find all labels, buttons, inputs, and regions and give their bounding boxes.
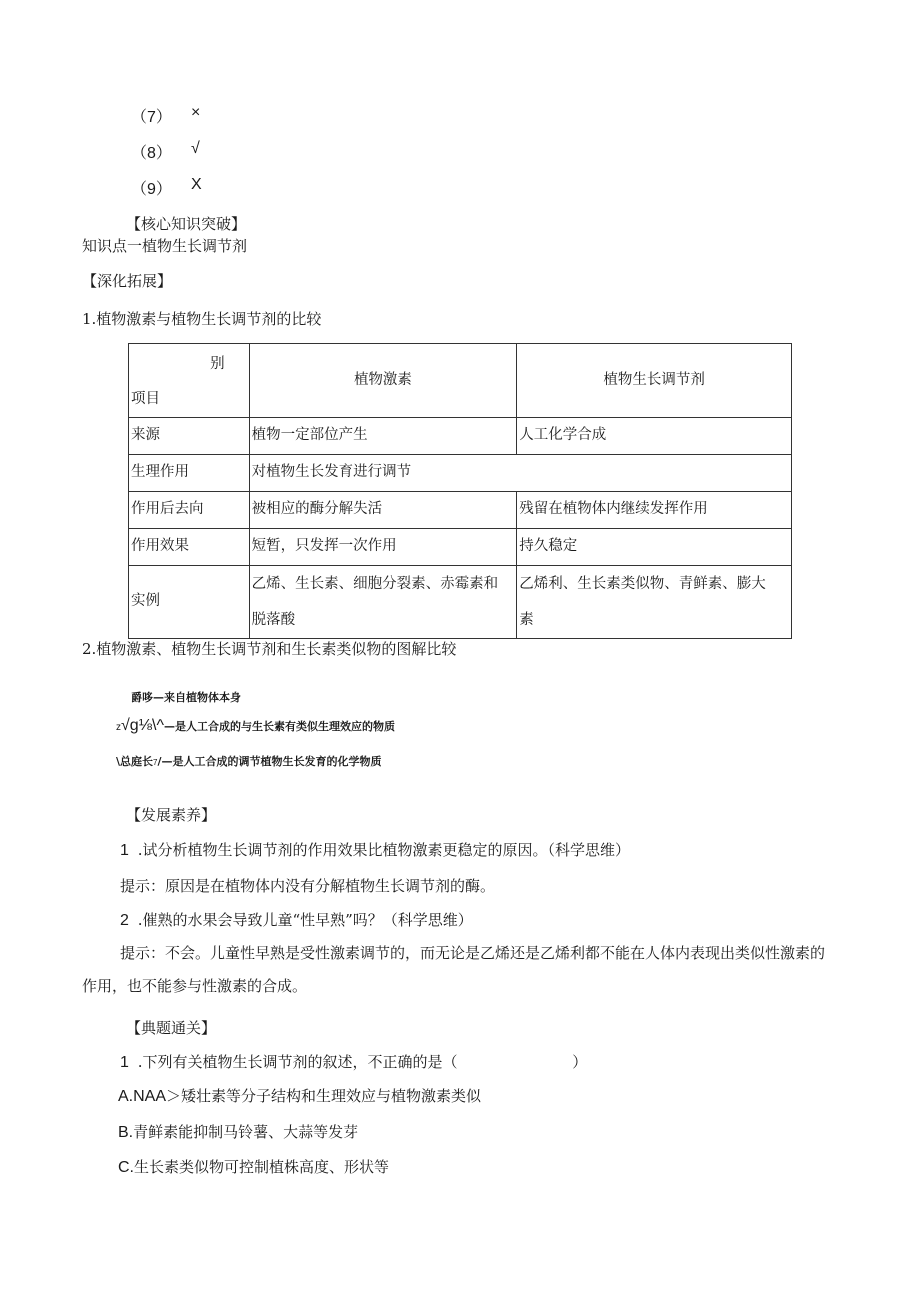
row-item: 作用效果	[129, 529, 250, 566]
hormone-cell: 植物一定部位产生	[249, 418, 517, 455]
heading-deepen: 【深化拓展】	[82, 272, 173, 290]
answer-bracket-close: ）	[572, 1053, 588, 1071]
table-row	[129, 455, 792, 492]
diagram-line-hormone: 爵哆—来自植物体本身	[131, 691, 241, 704]
regulator-cell	[517, 566, 792, 639]
exam-question-1-text: .下列有关植物生长调节剂的叙述，不正确的是（	[137, 1053, 458, 1071]
option-c-text: 生长素类似物可控制植株高度、形状等	[134, 1158, 390, 1176]
option-a-text: ＞矮壮素等分子结构和生理效应与植物激素类似	[166, 1087, 482, 1105]
answer-number: （7）	[131, 109, 172, 126]
table-row	[129, 566, 792, 639]
question-2-number: 2	[120, 912, 129, 929]
knowledge-point-title: 知识点一植物生长调节剂	[82, 237, 248, 255]
table-row	[129, 418, 792, 455]
hormone-cell	[249, 566, 517, 639]
option-b-letter: B.	[118, 1124, 134, 1141]
row-item: 实例	[129, 566, 250, 639]
regulator-cell: 持久稳定	[517, 529, 792, 566]
option-a-latin: NAA	[133, 1088, 167, 1105]
diagram-line-analog	[116, 716, 395, 735]
question-2-hint-text: 提示：不会。儿童性早熟是受性激素调节的，而无论是乙烯还是乙烯利都不能在人体内表现出类似性激素的作用，也不能参与性激素的合成。	[82, 944, 826, 995]
question-2-text: .催熟的水果会导致儿童“性早熟”吗？（科学思维）	[137, 911, 473, 929]
table-row	[129, 492, 792, 529]
merged-cell: 对植物生长发育进行调节	[249, 455, 791, 492]
table-corner-cell	[129, 344, 250, 418]
hormone-examples-line1: 乙烯、生长素、细胞分裂素、赤霉素和	[251, 576, 499, 592]
corner-top-label: 别	[210, 356, 225, 372]
hormone-cell: 短暂，只发挥一次作用	[249, 529, 517, 566]
section2-title: 2.植物激素、植物生长调节剂和生长素类似物的图解比较	[82, 640, 457, 658]
question-1-number: 1	[120, 842, 129, 859]
answer-number: （9）	[131, 181, 172, 198]
col-header-regulator: 植物生长调节剂	[517, 344, 792, 418]
question-2	[120, 909, 473, 930]
regulator-cell: 残留在植物体内继续发挥作用	[517, 492, 792, 529]
diagram-line2-prefix: z	[116, 722, 121, 733]
heading-exam: 【典题通关】	[126, 1019, 217, 1037]
diagram-line3-text: /—是人工合成的调节植物生长发育的化学物质	[157, 755, 382, 768]
hormone-examples-line2: 脱落酸	[251, 612, 296, 628]
hormone-cell: 被相应的酶分解失活	[249, 492, 517, 529]
question-1-text: .试分析植物生长调节剂的作用效果比植物激素更稳定的原因。（科学思维）	[137, 841, 630, 859]
table-header-row	[129, 344, 792, 418]
diagram-line2-text: —是人工合成的与生长素有类似生理效应的物质	[163, 720, 395, 733]
diagram-line3-sub: 7	[153, 758, 158, 767]
col-header-hormone: 植物激素	[249, 344, 517, 418]
table-row	[129, 529, 792, 566]
option-c-letter: C.	[118, 1159, 134, 1176]
option-a-letter: A.	[118, 1088, 134, 1105]
answer-mark: X	[191, 176, 202, 193]
answer-mark: ×	[191, 104, 201, 121]
regulator-cell: 人工化学合成	[517, 418, 792, 455]
question-1-hint: 提示：原因是在植物体内没有分解植物生长调节剂的酶。	[120, 877, 496, 895]
option-b	[118, 1121, 358, 1142]
diagram-line2-symbol: √g⅛\^	[121, 717, 164, 734]
regulator-examples-line2: 素	[519, 612, 534, 628]
heading-core-knowledge: 【核心知识突破】	[126, 215, 247, 233]
diagram-line3-prefix: \总庭长	[116, 755, 154, 768]
corner-bottom-label: 项目	[131, 391, 160, 408]
comparison-table	[128, 343, 792, 639]
question-2-hint	[82, 937, 834, 1003]
row-item: 生理作用	[129, 455, 250, 492]
exam-question-1	[120, 1051, 587, 1072]
row-item: 作用后去向	[129, 492, 250, 529]
row-item: 来源	[129, 418, 250, 455]
heading-develop: 【发展素养】	[126, 806, 217, 824]
option-b-text: 青鲜素能抑制马铃薯、大蒜等发芽	[133, 1123, 359, 1141]
diagram-line-regulator	[116, 751, 382, 769]
regulator-examples-line1: 乙烯利、生长素类似物、青鲜素、膨大	[519, 576, 766, 592]
exam-question-1-number: 1	[120, 1054, 129, 1071]
answer-number: （8）	[131, 145, 172, 162]
option-a	[118, 1085, 481, 1106]
question-1	[120, 839, 630, 860]
section1-title: 1.植物激素与植物生长调节剂的比较	[82, 310, 322, 328]
answer-mark: √	[191, 140, 200, 157]
option-c	[118, 1156, 389, 1177]
